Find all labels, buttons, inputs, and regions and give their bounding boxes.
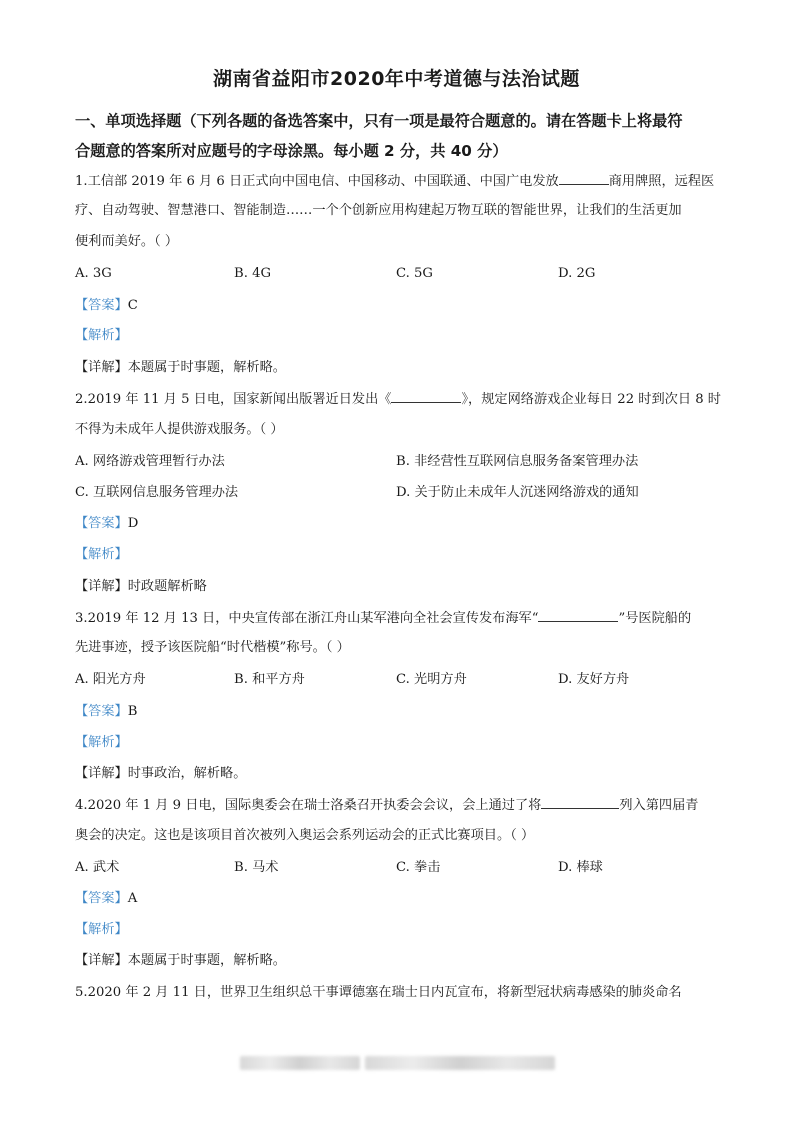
question-2-analysis: 【解析】	[75, 547, 128, 562]
section-heading	[75, 106, 725, 166]
question-4-option-b: B. 马术	[234, 860, 279, 875]
blank	[538, 608, 618, 622]
question-2-option-c: C. 互联网信息服务管理办法	[75, 485, 239, 500]
question-1-line-3: 便利而美好。（ ）	[75, 234, 179, 249]
question-1-answer: 【答案】C	[75, 298, 138, 313]
question-4-option-c: C. 拳击	[396, 860, 441, 875]
question-3-line-2: 先进事迹，授予该医院船“时代楷模”称号。（ ）	[75, 640, 350, 655]
question-1-line-1: 1.工信部 2019 年 6 月 6 日正式向中国电信、中国移动、中国联通、中国广电发放 商用牌照，远程医	[75, 171, 714, 192]
question-4-analysis: 【解析】	[75, 922, 128, 937]
question-1-option-d: D. 2G	[558, 266, 596, 281]
question-1-option-c: C. 5G	[396, 266, 433, 281]
footer-watermark-blur	[240, 1056, 360, 1070]
question-1-line-2: 疗、自动驾驶、智慧港口、智能制造……一个个创新应用构建起万物互联的智能世界，让我们的生活更加	[75, 203, 682, 218]
question-3-option-c: C. 光明方舟	[396, 672, 467, 687]
question-1-detail: 【详解】本题属于时事题，解析略。	[75, 360, 286, 375]
question-2-option-d: D. 关于防止未成年人沉迷网络游戏的通知	[396, 485, 639, 500]
question-4-answer: 【答案】A	[75, 891, 138, 906]
question-1-option-a: A. 3G	[75, 266, 112, 281]
blank	[391, 389, 461, 403]
section-heading-line-2: 合题意的答案所对应题号的字母涂黑。每小题 2 分，共 40 分）	[75, 142, 508, 160]
section-heading-line-1: 一、单项选择题（下列各题的备选答案中，只有一项是最符合题意的。请在答题卡上将最符	[75, 112, 683, 130]
page-title: 湖南省益阳市2020年中考道德与法治试题	[213, 68, 580, 90]
question-4-line-2: 奥会的决定。这也是该项目首次被列入奥运会系列运动会的正式比赛项目。（ ）	[75, 828, 535, 843]
question-3-option-a: A. 阳光方舟	[75, 672, 146, 687]
blank	[541, 795, 619, 809]
question-2-line-1: 2.2019 年 11 月 5 日电，国家新闻出版署近日发出《 》，规定网络游戏企业每日 22 时到次日 8 时	[75, 389, 721, 410]
question-2-detail: 【详解】时政题解析略	[75, 579, 207, 594]
question-3-detail: 【详解】时事政治，解析略。	[75, 766, 247, 781]
question-1-analysis: 【解析】	[75, 328, 128, 343]
footer-watermark-blur	[365, 1056, 555, 1070]
question-4-option-a: A. 武术	[75, 860, 120, 875]
question-3-option-d: D. 友好方舟	[558, 672, 630, 687]
question-3-analysis: 【解析】	[75, 735, 128, 750]
question-5-line-1: 5.2020 年 2 月 11 日，世界卫生组织总干事谭德塞在瑞士日内瓦宣布，将新型冠状病毒感染的肺炎命名	[75, 985, 682, 1000]
question-2-line-2: 不得为未成年人提供游戏服务。（ ）	[75, 422, 284, 437]
question-3-answer: 【答案】B	[75, 704, 138, 719]
question-1-option-b: B. 4G	[234, 266, 271, 281]
question-2-option-a: A. 网络游戏管理暂行办法	[75, 454, 225, 469]
question-4-option-d: D. 棒球	[558, 860, 603, 875]
question-4-detail: 【详解】本题属于时事题，解析略。	[75, 953, 286, 968]
question-2-option-b: B. 非经营性互联网信息服务备案管理办法	[396, 454, 639, 469]
question-2-answer: 【答案】D	[75, 516, 139, 531]
question-3-line-1: 3.2019 年 12 月 13 日，中央宣传部在浙江舟山某军港向全社会宣传发布海军“ ”号医院船的	[75, 608, 691, 629]
question-4-line-1: 4.2020 年 1 月 9 日电，国际奥委会在瑞士洛桑召开执委会会议，会上通过了将 列入第四届青	[75, 795, 698, 816]
blank	[559, 171, 609, 185]
question-3-option-b: B. 和平方舟	[234, 672, 305, 687]
